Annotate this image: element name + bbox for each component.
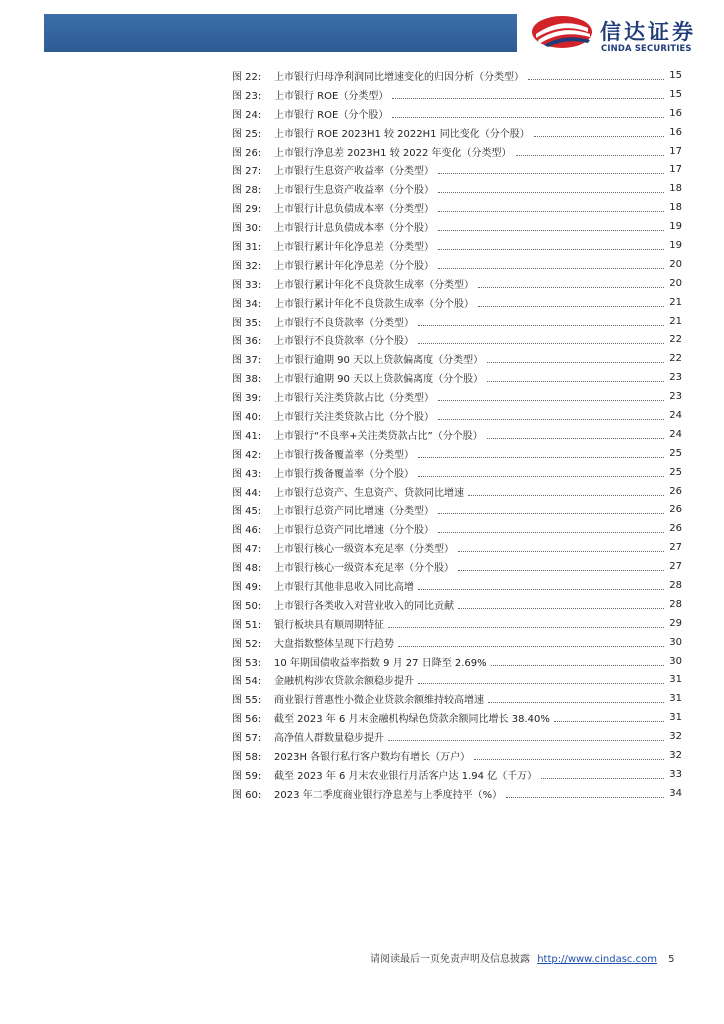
figure-number: 图 32: <box>232 260 262 272</box>
figure-page-number: 31 <box>669 693 682 705</box>
leader-dots <box>418 343 664 344</box>
toc-entry[interactable] <box>232 406 682 425</box>
toc-entry[interactable] <box>232 179 682 198</box>
figure-page-number: 18 <box>669 202 682 214</box>
figure-page-number: 19 <box>669 239 682 251</box>
leader-dots <box>478 287 664 288</box>
toc-entry[interactable] <box>232 463 682 482</box>
figure-title: 上市银行 ROE（分类型） <box>274 90 389 102</box>
figure-number: 图 43: <box>232 468 262 480</box>
figure-title: 上市银行累计年化不良贷款生成率（分类型） <box>274 279 474 291</box>
toc-entry[interactable] <box>232 142 682 161</box>
figure-title: 截至 2023 年 6 月末农业银行月活客户达 1.94 亿（千万） <box>274 770 538 782</box>
figure-page-number: 26 <box>669 523 682 535</box>
leader-dots <box>528 79 664 80</box>
toc-entry[interactable] <box>232 557 682 576</box>
toc-entry[interactable] <box>232 652 682 671</box>
toc-entry[interactable] <box>232 104 682 123</box>
figure-page-number: 34 <box>669 787 682 799</box>
figure-index-list <box>232 66 682 803</box>
toc-entry[interactable] <box>232 425 682 444</box>
figure-title: 上市银行 ROE 2023H1 较 2022H1 同比变化（分个股） <box>274 128 530 140</box>
figure-number: 图 55: <box>232 695 262 707</box>
figure-page-number: 24 <box>669 428 682 440</box>
figure-title: 2023 年二季度商业银行净息差与上季度持平（%） <box>274 789 503 801</box>
toc-entry[interactable] <box>232 312 682 331</box>
leader-dots <box>516 155 665 156</box>
figure-page-number: 17 <box>669 164 682 176</box>
figure-title: 上市银行逾期 90 天以上贷款偏离度（分类型） <box>274 355 484 367</box>
figure-title: 上市银行累计年化净息差（分个股） <box>274 260 434 272</box>
figure-page-number: 23 <box>669 372 682 384</box>
figure-number: 图 34: <box>232 298 262 310</box>
figure-page-number: 31 <box>669 674 682 686</box>
figure-number: 图 23: <box>232 90 262 102</box>
figure-title: 上市银行关注类贷款占比（分个股） <box>274 411 434 423</box>
leader-dots <box>392 98 664 99</box>
figure-title: 大盘指数整体呈现下行趋势 <box>274 638 394 650</box>
figure-number: 图 59: <box>232 770 262 782</box>
figure-title: 上市银行计息负债成本率（分个股） <box>274 223 434 235</box>
toc-entry[interactable] <box>232 708 682 727</box>
figure-page-number: 27 <box>669 542 682 554</box>
leader-dots <box>438 249 664 250</box>
figure-number: 图 40: <box>232 411 262 423</box>
figure-title: 上市银行拨备覆盖率（分类型） <box>274 449 414 461</box>
figure-page-number: 27 <box>669 561 682 573</box>
toc-entry[interactable] <box>232 349 682 368</box>
figure-title: 上市银行关注类贷款占比（分类型） <box>274 393 434 405</box>
figure-number: 图 31: <box>232 241 262 253</box>
toc-entry[interactable] <box>232 727 682 746</box>
figure-number: 图 52: <box>232 638 262 650</box>
toc-entry[interactable] <box>232 236 682 255</box>
figure-number: 图 27: <box>232 166 262 178</box>
toc-entry[interactable] <box>232 255 682 274</box>
leader-dots <box>438 419 664 420</box>
leader-dots <box>388 627 664 628</box>
toc-entry[interactable] <box>232 482 682 501</box>
toc-entry[interactable] <box>232 198 682 217</box>
toc-entry[interactable] <box>232 784 682 803</box>
figure-page-number: 19 <box>669 221 682 233</box>
leader-dots <box>541 778 664 779</box>
figure-title: 上市银行不良贷款率（分个股） <box>274 336 414 348</box>
figure-page-number: 26 <box>669 485 682 497</box>
figure-page-number: 20 <box>669 258 682 270</box>
toc-entry[interactable] <box>232 689 682 708</box>
figure-number: 图 22: <box>232 71 262 83</box>
figure-title: 上市银行归母净利润同比增速变化的归因分析（分类型） <box>274 71 524 83</box>
leader-dots <box>458 570 664 571</box>
cinda-logo-icon <box>530 14 594 50</box>
figure-number: 图 58: <box>232 752 262 763</box>
figure-number: 图 41: <box>232 430 262 442</box>
leader-dots <box>418 683 664 684</box>
figure-number: 图 25: <box>232 128 262 140</box>
figure-title: 上市银行各类收入对营业收入的同比贡献 <box>274 600 454 612</box>
figure-page-number: 28 <box>669 598 682 610</box>
figure-page-number: 26 <box>669 504 682 516</box>
figure-page-number: 31 <box>669 712 682 724</box>
toc-entry[interactable] <box>232 85 682 104</box>
figure-title: 上市银行累计年化不良贷款生成率（分个股） <box>274 298 474 310</box>
figure-number: 图 36: <box>232 336 262 348</box>
leader-dots <box>398 646 664 647</box>
figure-page-number: 22 <box>669 353 682 365</box>
leader-dots <box>506 797 664 798</box>
leader-dots <box>474 759 664 760</box>
leader-dots <box>438 400 664 401</box>
figure-page-number: 18 <box>669 183 682 195</box>
toc-entry[interactable] <box>232 66 682 85</box>
figure-title: 上市银行总资产、生息资产、贷款同比增速 <box>274 487 464 499</box>
toc-entry[interactable] <box>232 387 682 406</box>
figure-title: 银行板块具有顺周期特征 <box>274 619 384 631</box>
leader-dots <box>487 362 664 363</box>
figure-page-number: 20 <box>669 277 682 289</box>
leader-dots <box>478 306 664 307</box>
figure-title: 商业银行普惠性小微企业贷款余额维持较高增速 <box>274 695 484 707</box>
leader-dots <box>487 381 664 382</box>
figure-page-number: 23 <box>669 391 682 403</box>
figure-number: 图 53: <box>232 657 262 669</box>
toc-entry[interactable] <box>232 123 682 142</box>
brand-name-cn: 信达证券 <box>600 20 696 44</box>
figure-number: 图 46: <box>232 525 262 537</box>
leader-dots <box>458 551 664 552</box>
figure-number: 图 35: <box>232 317 262 329</box>
disclaimer-text: 请阅读最后一页免责声明及信息披露 <box>370 954 530 965</box>
toc-entry[interactable] <box>232 765 682 784</box>
figure-page-number: 25 <box>669 447 682 459</box>
figure-number: 图 57: <box>232 733 262 745</box>
toc-entry[interactable] <box>232 160 682 179</box>
figure-number: 图 49: <box>232 581 262 593</box>
figure-title: 上市银行拨备覆盖率（分个股） <box>274 468 414 480</box>
toc-entry[interactable] <box>232 500 682 519</box>
figure-title: 金融机构涉农贷款余额稳步提升 <box>274 676 414 688</box>
figure-number: 图 24: <box>232 109 262 121</box>
figure-page-number: 15 <box>669 88 682 100</box>
toc-entry[interactable] <box>232 538 682 557</box>
figure-title: 截至 2023 年 6 月末金融机构绿色贷款余额同比增长 38.40% <box>274 714 550 726</box>
leader-dots <box>418 589 664 590</box>
figure-number: 图 30: <box>232 223 262 235</box>
figure-title: 上市银行其他非息收入同比高增 <box>274 581 414 593</box>
figure-title: 上市银行逾期 90 天以上贷款偏离度（分个股） <box>274 374 484 386</box>
figure-title: 上市银行总资产同比增速（分类型） <box>274 506 434 518</box>
figure-page-number: 30 <box>669 636 682 648</box>
figure-number: 图 42: <box>232 449 262 461</box>
leader-dots <box>438 173 664 174</box>
figure-number: 图 56: <box>232 714 262 726</box>
website-link[interactable]: http://www.cindasc.com <box>537 954 657 965</box>
toc-entry[interactable] <box>232 614 682 633</box>
header-bar <box>44 14 517 52</box>
leader-dots <box>438 192 664 193</box>
figure-number: 图 37: <box>232 355 262 367</box>
toc-entry[interactable] <box>232 368 682 387</box>
leader-dots <box>491 665 664 666</box>
leader-dots <box>554 721 664 722</box>
figure-number: 图 50: <box>232 600 262 612</box>
figure-number: 图 38: <box>232 374 262 386</box>
leader-dots <box>534 136 664 137</box>
page-number: 5 <box>668 954 675 965</box>
company-logo <box>530 10 710 56</box>
figure-page-number: 29 <box>669 617 682 629</box>
figure-page-number: 22 <box>669 334 682 346</box>
figure-page-number: 24 <box>669 409 682 421</box>
toc-entry[interactable] <box>232 595 682 614</box>
leader-dots <box>418 457 664 458</box>
figure-number: 图 39: <box>232 393 262 405</box>
figure-title: 上市银行“不良率+关注类贷款占比”（分个股） <box>274 430 483 442</box>
figure-title: 上市银行生息资产收益率（分类型） <box>274 166 434 178</box>
toc-entry[interactable] <box>232 746 682 765</box>
leader-dots <box>468 495 664 496</box>
figure-page-number: 32 <box>669 750 682 761</box>
figure-title: 上市银行累计年化净息差（分类型） <box>274 241 434 253</box>
figure-page-number: 21 <box>669 296 682 308</box>
toc-entry[interactable] <box>232 217 682 236</box>
figure-title: 10 年期国债收益率指数 9 月 27 日降至 2.69% <box>274 657 487 669</box>
figure-page-number: 32 <box>669 731 682 743</box>
figure-number: 图 28: <box>232 185 262 197</box>
figure-page-number: 25 <box>669 466 682 478</box>
figure-title: 高净值人群数量稳步提升 <box>274 733 384 745</box>
figure-number: 图 47: <box>232 544 262 556</box>
figure-page-number: 16 <box>669 126 682 138</box>
figure-title: 上市银行生息资产收益率（分个股） <box>274 185 434 197</box>
toc-entry[interactable] <box>232 274 682 293</box>
figure-page-number: 16 <box>669 107 682 119</box>
leader-dots <box>418 476 664 477</box>
figure-title: 上市银行净息差 2023H1 较 2022 年变化（分类型） <box>274 147 512 159</box>
figure-number: 图 33: <box>232 279 262 291</box>
figure-number: 图 26: <box>232 147 262 159</box>
figure-page-number: 15 <box>669 69 682 81</box>
toc-entry[interactable] <box>232 519 682 538</box>
figure-page-number: 17 <box>669 145 682 157</box>
leader-dots <box>438 230 664 231</box>
figure-number: 图 44: <box>232 487 262 499</box>
figure-number: 图 29: <box>232 204 262 216</box>
figure-title: 2023H 各银行私行客户数均有增长（万户） <box>274 752 471 763</box>
leader-dots <box>392 117 664 118</box>
leader-dots <box>438 532 664 533</box>
figure-number: 图 48: <box>232 563 262 575</box>
toc-entry[interactable] <box>232 633 682 652</box>
figure-page-number: 30 <box>669 655 682 667</box>
leader-dots <box>418 325 664 326</box>
figure-number: 图 51: <box>232 619 262 631</box>
leader-dots <box>388 740 664 741</box>
leader-dots <box>488 702 664 703</box>
figure-title: 上市银行总资产同比增速（分个股） <box>274 525 434 537</box>
figure-title: 上市银行核心一级资本充足率（分类型） <box>274 544 454 556</box>
figure-number: 图 45: <box>232 506 262 518</box>
figure-page-number: 28 <box>669 579 682 591</box>
leader-dots <box>438 513 664 514</box>
figure-page-number: 33 <box>669 768 682 780</box>
figure-title: 上市银行核心一级资本充足率（分个股） <box>274 563 454 575</box>
toc-entry[interactable] <box>232 671 682 690</box>
figure-number: 图 60: <box>232 789 262 801</box>
figure-title: 上市银行 ROE（分个股） <box>274 109 389 121</box>
leader-dots <box>487 438 664 439</box>
figure-title: 上市银行计息负债成本率（分类型） <box>274 204 434 216</box>
toc-entry[interactable] <box>232 576 682 595</box>
leader-dots <box>458 608 664 609</box>
brand-name-en: CINDA SECURITIES <box>601 43 692 53</box>
toc-entry[interactable] <box>232 330 682 349</box>
figure-page-number: 21 <box>669 315 682 327</box>
leader-dots <box>438 268 664 269</box>
toc-entry[interactable] <box>232 444 682 463</box>
figure-number: 图 54: <box>232 676 262 688</box>
leader-dots <box>438 211 664 212</box>
page-footer <box>370 950 675 965</box>
figure-title: 上市银行不良贷款率（分类型） <box>274 317 414 329</box>
toc-entry[interactable] <box>232 293 682 312</box>
